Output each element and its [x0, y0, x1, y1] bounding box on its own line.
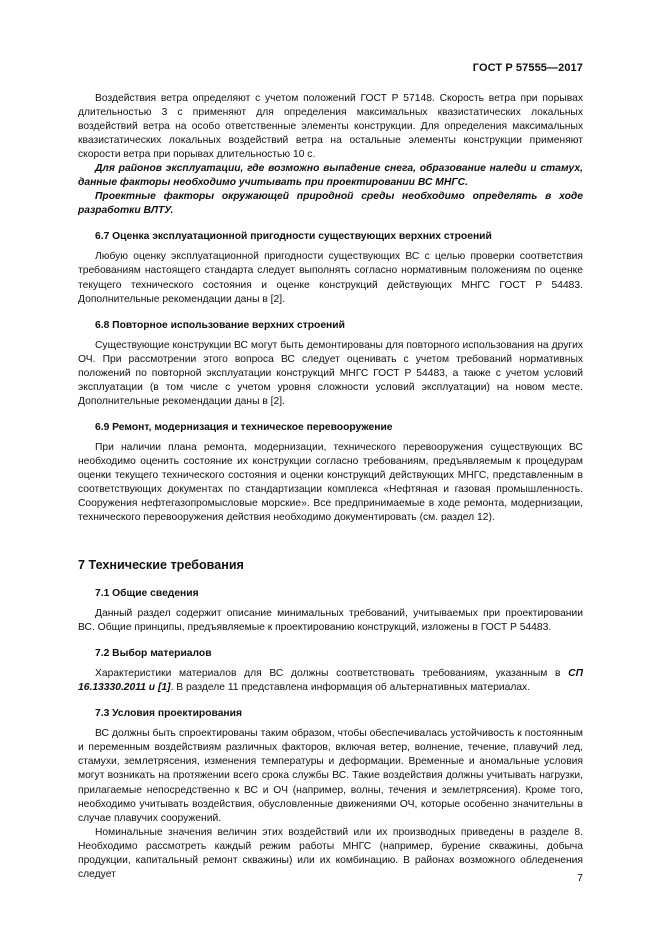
paragraph: Существующие конструкции ВС могут быть демонтированы для повторного использования на других ОЧ. При рассмотрении этого вопроса ВС следует оценивать с учетом требований нормативных положений по повторной эксплуатации конструкций МНГС ГОСТ Р 54483, а также с учетом условий эксплуатации (в том числе с учетом уровня сложности условий эксплуатации) на новом месте. Дополнительные рекомендации даны в [2]. — [78, 339, 583, 407]
section-heading-7-3: 7.3 Условия проектирования — [95, 708, 242, 720]
section-heading-6-7: 6.7 Оценка эксплуатационной пригодности существующих верхних строений — [95, 231, 492, 243]
section-heading-6-9: 6.9 Ремонт, модернизация и техническое перевооружение — [95, 421, 393, 433]
reference-link: СП 16.13330.2011 и [1] — [78, 668, 583, 694]
paragraph — [78, 667, 583, 695]
paragraph-text: Характеристики материалов для ВС должны соответствовать требованиям, указанным в — [95, 668, 569, 680]
paragraph-emphasis: Для районов эксплуатации, где возможно выпадение снега, образование наледи и стамух, данные факторы необходимо учитывать при проектировании ВС МНГС. — [78, 163, 583, 189]
paragraph: Номинальные значения величин этих воздействий или их производных приведены в разделе 8. Необходимо рассмотреть каждый режим работы МНГС (например, бурение скважины, добыча продукции, капитальный ремонт скважины) или их комбинацию. В районах возможного обледенения следует — [78, 826, 583, 880]
page-number: 7 — [577, 872, 583, 884]
page-content — [78, 92, 583, 882]
document-code: ГОСТ Р 57555—2017 — [472, 62, 583, 74]
paragraph: Воздействия ветра определяют с учетом положений ГОСТ Р 57148. Скорость ветра при порывах длительностью 3 с применяют для определения максимальных квазистатических локальных воздействий ветра на особо ответственные элементы конструкции. Для определения максимальных квазистатических локальных воздействий ветра на остальные элементы конструкции применяют скорости ветра при порывах длительностью 10 с. — [78, 93, 583, 161]
section-heading-6-8: 6.8 Повторное использование верхних строений — [95, 319, 345, 331]
paragraph: Данный раздел содержит описание минимальных требований, учитываемых при проектировании ВС. Общие принципы, предъявляемые к проектированию конструкций, изложены в ГОСТ Р 54483. — [78, 608, 583, 634]
paragraph-text: . В разделе 11 представлена информация об альтернативных материалах. — [170, 682, 531, 694]
paragraph: При наличии плана ремонта, модернизации, технического перевооружения существующих ВС необходимо оценить состояние их конструкции согласно требованиям, предъявляемым к процедурам оценки текущего технического состояния и оценки конструкций действующих МНГС, представленным в соответствующих документах по стандартизации комплекса «Нефтяная и газовая промышленность. Сооружения нефтегазопромысловые морские». Все предпринимаемые в ходе ремонта, модернизации, технического перевооружения действия необходимо документировать (см. раздел 12). — [78, 441, 583, 524]
section-heading-7-1: 7.1 Общие сведения — [95, 588, 199, 600]
chapter-heading-7: 7 Технические требования — [78, 558, 244, 573]
paragraph-emphasis: Проектные факторы окружающей природной среды необходимо определять в ходе разработки ВЛТУ. — [78, 191, 583, 217]
paragraph: ВС должны быть спроектированы таким образом, чтобы обеспечивалась устойчивость к постоянным и переменным воздействиям различных факторов, включая ветер, волнение, течение, плавучий лед, стамухи, землетрясения, изменения температуры и деформации. Временные и аномальные условия могут возникать на протяжении всего срока службы ВС. Такие воздействия должны учитывать нагрузки, прилагаемые непосредственно к ВС и ОЧ (например, волны, течения и землетрясения). Кроме того, необходимо учитывать воздействия, обусловленные движениями ОЧ, которые особенно значительны в случае плавучих сооружений. — [78, 728, 583, 824]
paragraph: Любую оценку эксплуатационной пригодности существующих ВС с целью проверки соответствия требованиям настоящего стандарта следует выполнять согласно нормативным положениям по оценке текущего технического состояния и оценке конструкций действующих МНГС ГОСТ Р 54483. Дополнительные рекомендации даны в [2]. — [78, 251, 583, 305]
section-heading-7-2: 7.2 Выбор материалов — [95, 648, 212, 660]
